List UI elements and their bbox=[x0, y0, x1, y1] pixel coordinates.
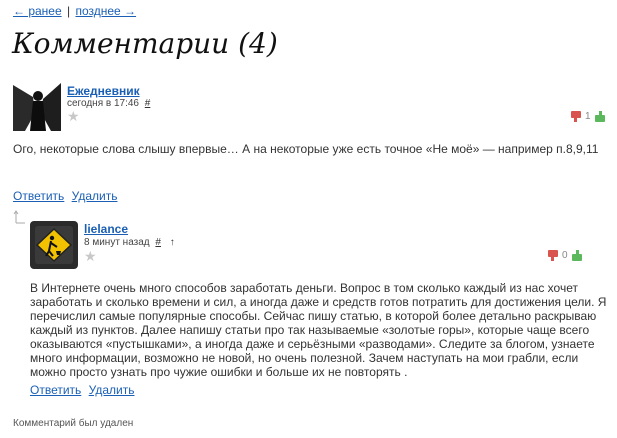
avatar bbox=[13, 83, 61, 131]
comment-rating: 1 bbox=[585, 111, 591, 122]
next-link[interactable]: позднее → bbox=[75, 4, 137, 18]
prev-link[interactable]: ← ранее bbox=[13, 4, 62, 18]
comments-pagination bbox=[13, 4, 136, 18]
comment-author-link[interactable]: Ежедневник bbox=[67, 84, 140, 98]
avatar-construction-icon bbox=[30, 221, 78, 269]
comment-time: 8 минут назад bbox=[84, 237, 150, 248]
comment-author-link[interactable]: lielance bbox=[84, 222, 129, 236]
deleted-comment-note: Комментарий был удален bbox=[13, 418, 134, 429]
comment-rating: 0 bbox=[562, 250, 568, 261]
comment-actions bbox=[13, 189, 121, 203]
vote-up-icon[interactable] bbox=[572, 250, 582, 261]
vote-down-icon[interactable] bbox=[571, 111, 581, 122]
comment-actions bbox=[30, 383, 138, 397]
comment-text: Ого, некоторые слова слышу впервые… А на некоторые уже есть точное «Не моё» — например п.8,9,11 bbox=[13, 142, 599, 156]
favorite-star-icon[interactable]: ★ bbox=[67, 108, 80, 124]
delete-link[interactable]: Удалить bbox=[71, 189, 118, 203]
comment-permalink[interactable]: # bbox=[144, 98, 151, 109]
comment-time: сегодня в 17:46 bbox=[67, 98, 139, 109]
nav-separator: | bbox=[67, 4, 71, 18]
favorite-star-icon[interactable]: ★ bbox=[84, 248, 97, 264]
avatar-silhouette-icon bbox=[13, 83, 61, 131]
parent-comment-link[interactable]: ↑ bbox=[169, 237, 175, 248]
comment-vote bbox=[548, 250, 582, 261]
comment-vote bbox=[571, 111, 605, 122]
vote-up-icon[interactable] bbox=[595, 111, 605, 122]
reply-arrow-icon bbox=[13, 210, 27, 224]
comment-permalink[interactable]: # bbox=[155, 237, 161, 248]
avatar bbox=[30, 221, 78, 269]
comment-meta bbox=[84, 237, 175, 248]
reply-link[interactable]: Ответить bbox=[30, 383, 82, 397]
comment-text: В Интернете очень много способов заработать деньги. Вопрос в том сколько каждый из нас хочет заработать и сколько времени и сил, а иногда даже и средств готов потратить для достижения цели. Я перечислил самые популярные способы. Сейчас пишу статью, в которой более детально раскрываю каждый из пунктов. Далее напишу статьи про так называемые «золотые горы», которые чаще всего оказываются «пустышками», а иногда даже и серьёзными «разводами». Следите за блогом, узнаете много информации, возможно не новой, но очень полезной. Зачем наступать на мои грабли, если можно просто узнать про чужие ошибки и больше их не повторять . bbox=[30, 281, 607, 379]
page-title: Комментарии (4) bbox=[12, 27, 278, 60]
delete-link[interactable]: Удалить bbox=[88, 383, 135, 397]
vote-down-icon[interactable] bbox=[548, 250, 558, 261]
reply-link[interactable]: Ответить bbox=[13, 189, 65, 203]
